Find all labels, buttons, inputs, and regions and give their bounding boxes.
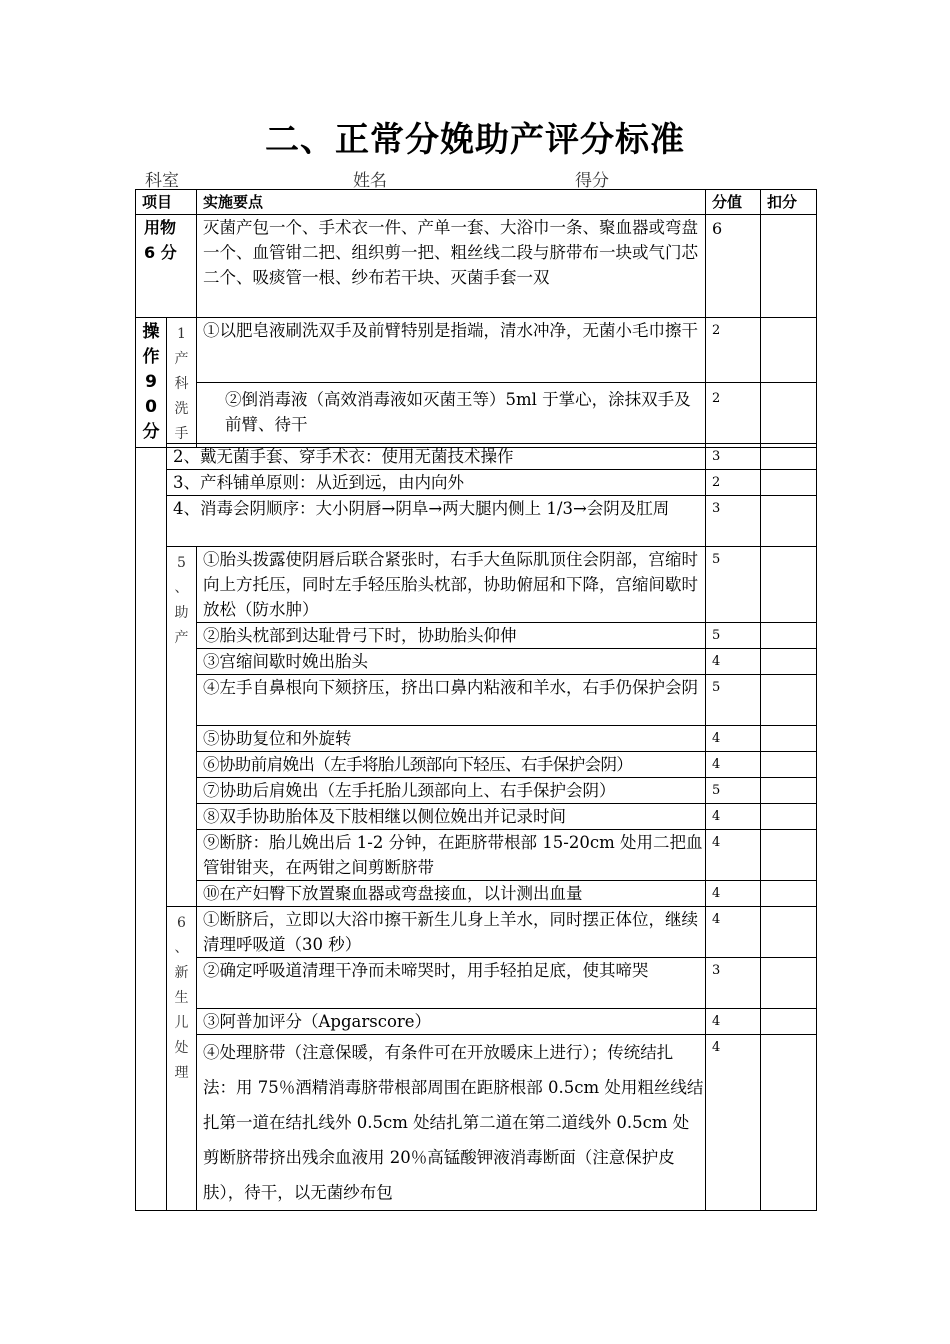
delivery-item-text: ②胎头枕部到达耻骨弓下时，协助胎头仰伸 (197, 623, 706, 649)
table-row (136, 830, 817, 881)
operation-label-char: 分 (142, 422, 160, 442)
supplies-deduct[interactable] (761, 215, 817, 318)
header-item: 项目 (136, 190, 197, 215)
deduct-cell[interactable] (761, 547, 817, 623)
delivery-item-value: 4 (706, 804, 761, 830)
delivery-item-text: ⑤协助复位和外旋转 (197, 726, 706, 752)
delivery-item-value: 5 (706, 778, 761, 804)
operation-label (136, 318, 167, 448)
table-row (136, 444, 817, 470)
deduct-cell[interactable] (761, 778, 817, 804)
scoring-table-body (135, 443, 817, 1211)
delivery-item-value: 4 (706, 752, 761, 778)
handwash-label-char: 科 (174, 376, 189, 392)
step-text: 3、产科铺单原则：从近到远，由内向外 (167, 470, 706, 496)
deduct-cell[interactable] (761, 958, 817, 1009)
page-title: 二、正常分娩助产评分标准 (265, 120, 685, 160)
delivery-item-text: ⑦协助后肩娩出（左手托胎儿颈部向上、右手保护会阴） (197, 778, 706, 804)
newborn-item-value: 4 (706, 907, 761, 958)
newborn-item-value: 4 (706, 1035, 761, 1211)
header-points: 实施要点 (197, 190, 706, 215)
delivery-item-value: 5 (706, 547, 761, 623)
header-value: 分值 (706, 190, 761, 215)
operation-label-char: 9 (145, 372, 157, 392)
table-row (136, 778, 817, 804)
supplies-label-line2: 6 分 (144, 243, 177, 262)
table-row (136, 470, 817, 496)
delivery-item-text: ⑧双手协助胎体及下肢相继以侧位娩出并记录时间 (197, 804, 706, 830)
deduct-cell[interactable] (761, 496, 817, 547)
handwash-item-value: 2 (706, 383, 761, 448)
table-row (136, 752, 817, 778)
step-value: 3 (706, 444, 761, 470)
delivery-item-value: 4 (706, 830, 761, 881)
header-deduct: 扣分 (761, 190, 817, 215)
form-meta (145, 166, 815, 191)
newborn-label-char: 生 (174, 990, 189, 1006)
newborn-item-value: 3 (706, 958, 761, 1009)
deduct-cell[interactable] (761, 675, 817, 726)
handwash-item-text: ②倒消毒液（高效消毒液如灭菌王等）5ml 于掌心，涂抹双手及前臂、待干 (197, 383, 706, 448)
delivery-item-text: ④左手自鼻根向下颏挤压，挤出口鼻内粘液和羊水，右手仍保护会阴 (197, 675, 706, 726)
deduct-cell[interactable] (761, 881, 817, 907)
newborn-item-text: ①断脐后，立即以大浴巾擦干新生儿身上羊水，同时摆正体位，继续清理呼吸道（30 秒） (197, 907, 706, 958)
step-text: 2、戴无菌手套、穿手术衣：使用无菌技术操作 (167, 444, 706, 470)
delivery-item-text: ①胎头拨露使阴唇后联合紧张时，右手大鱼际肌顶住会阴部，宫缩时向上方托压，同时左手轻压胎头枕部，协助俯屈和下降，宫缩间歇时放松（防水肿） (197, 547, 706, 623)
table-row (136, 1009, 817, 1035)
name-label: 姓名 (353, 171, 387, 191)
operation-label-char: 作 (142, 347, 160, 367)
newborn-label-char: 6 (177, 915, 186, 931)
step-value: 2 (706, 470, 761, 496)
newborn-item-text: ②确定呼吸道清理干净而未啼哭时，用手轻拍足底，使其啼哭 (197, 958, 706, 1009)
deduct-cell[interactable] (761, 383, 817, 448)
deduct-cell[interactable] (761, 623, 817, 649)
table-row (136, 623, 817, 649)
handwash-label-char: 1 (177, 326, 186, 342)
delivery-label-char: 助 (174, 605, 189, 621)
operation-spacer (136, 444, 167, 1211)
deduct-cell[interactable] (761, 649, 817, 675)
delivery-item-value: 5 (706, 675, 761, 726)
table-row (136, 726, 817, 752)
table-row (136, 649, 817, 675)
operation-label-char: 0 (145, 397, 157, 417)
deduct-cell[interactable] (761, 907, 817, 958)
delivery-item-value: 5 (706, 623, 761, 649)
newborn-item-text: ④处理脐带（注意保暖，有条件可在开放暖床上进行）；传统结扎法：用 75％酒精消毒脐带根部周围在距脐根部 0.5cm 处用粗丝线结扎第一道在结扎线外 0.5cm 处结扎第二道在第二道线外 0.5cm 处剪断脐带挤出残余血液用 20％高锰酸钾液消毒断面（注意保护皮肤），待干，以无菌纱布包 (197, 1035, 706, 1211)
dept-label: 科室 (145, 171, 179, 191)
delivery-item-text: ⑨断脐：胎儿娩出后 1-2 分钟，在距脐带根部 15-20cm 处用二把血管钳钳夹，在两钳之间剪断脐带 (197, 830, 706, 881)
supplies-value: 6 (706, 215, 761, 318)
deduct-cell[interactable] (761, 444, 817, 470)
table-row (136, 318, 817, 383)
table-row (136, 547, 817, 623)
delivery-label-char: 5 (177, 555, 186, 571)
table-row (136, 675, 817, 726)
table-row (136, 1035, 817, 1211)
handwash-item-text: ①以肥皂液刷洗双手及前臂特别是指端，清水冲净，无菌小毛巾擦干 (197, 318, 706, 383)
deduct-cell[interactable] (761, 804, 817, 830)
score-label: 得分 (575, 171, 609, 191)
delivery-item-text: ⑥协助前肩娩出（左手将胎儿颈部向下轻压、右手保护会阴） (197, 752, 706, 778)
delivery-label-char: 、 (174, 580, 189, 596)
newborn-label (167, 907, 197, 1211)
table-row (136, 958, 817, 1009)
table-row (136, 496, 817, 547)
delivery-item-value: 4 (706, 726, 761, 752)
handwash-item-value: 2 (706, 318, 761, 383)
newborn-label-char: 儿 (174, 1015, 189, 1031)
table-row (136, 907, 817, 958)
deduct-cell[interactable] (761, 1035, 817, 1211)
scoring-table (135, 189, 817, 448)
deduct-cell[interactable] (761, 470, 817, 496)
delivery-item-value: 4 (706, 881, 761, 907)
newborn-label-char: 新 (174, 965, 189, 981)
delivery-item-value: 4 (706, 649, 761, 675)
deduct-cell[interactable] (761, 752, 817, 778)
handwash-label-char: 产 (174, 351, 189, 367)
newborn-item-text: ③阿普加评分（Apgarscore） (197, 1009, 706, 1035)
newborn-item-value: 4 (706, 1009, 761, 1035)
step-value: 3 (706, 496, 761, 547)
deduct-cell[interactable] (761, 830, 817, 881)
delivery-label-char: 产 (174, 630, 189, 646)
table-row (136, 804, 817, 830)
handwash-label-char: 洗 (174, 401, 189, 417)
table-row (136, 383, 817, 448)
newborn-label-char: 、 (174, 940, 189, 956)
supplies-label-line1: 用物 (144, 218, 177, 237)
handwash-label-char: 手 (174, 426, 189, 442)
delivery-item-text: ⑩在产妇臀下放置聚血器或弯盘接血，以计测出血量 (197, 881, 706, 907)
supplies-label (136, 215, 197, 318)
delivery-item-text: ③宫缩间歇时娩出胎头 (197, 649, 706, 675)
handwash-label (167, 318, 197, 448)
table-row (136, 881, 817, 907)
supplies-row (136, 215, 817, 318)
deduct-cell[interactable] (761, 318, 817, 383)
deduct-cell[interactable] (761, 1009, 817, 1035)
delivery-label (167, 547, 197, 907)
deduct-cell[interactable] (761, 726, 817, 752)
step-text: 4、消毒会阴顺序：大小阴唇→阴阜→两大腿内侧上 1/3→会阴及肛周 (167, 496, 706, 547)
newborn-label-char: 理 (174, 1065, 189, 1081)
newborn-label-char: 处 (174, 1040, 189, 1056)
operation-label-char: 操 (142, 322, 160, 342)
supplies-text: 灭菌产包一个、手术衣一件、产单一套、大浴巾一条、聚血器或弯盘一个、血管钳二把、组织剪一把、粗丝线二段与脐带布一块或气门芯二个、吸痰管一根、纱布若干块、灭菌手套一双 (197, 215, 706, 318)
header-row (136, 190, 817, 215)
